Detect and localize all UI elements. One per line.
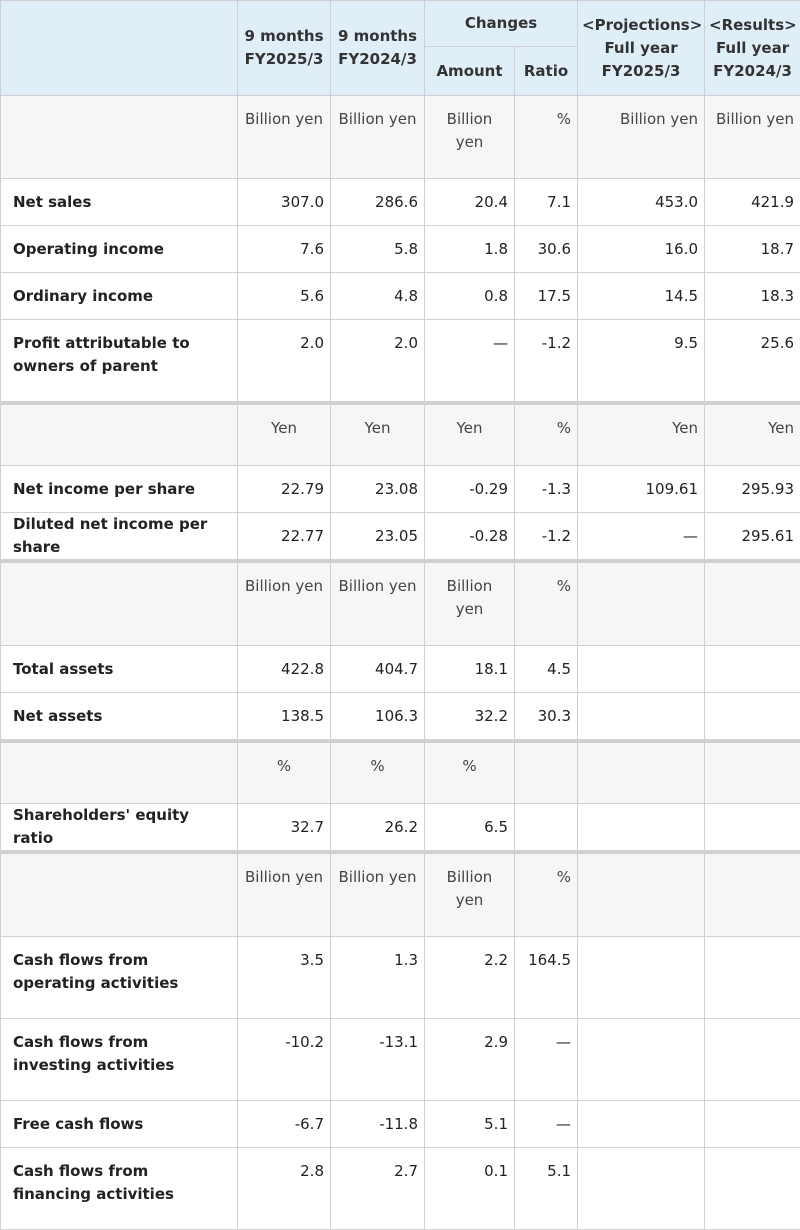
row-label: Shareholders' equity ratio: [1, 804, 238, 852]
unit-cell: Billion yen: [705, 96, 800, 179]
table-row: [1, 1148, 800, 1230]
unit-cell: Billion yen: [238, 96, 331, 179]
value-cell: -0.28: [425, 513, 515, 561]
value-cell: [578, 1019, 705, 1101]
unit-cell: Billion yen: [331, 854, 425, 937]
header-ratio: Ratio: [515, 47, 578, 96]
value-cell: -1.3: [515, 466, 578, 513]
header-amount: Amount: [425, 47, 515, 96]
value-cell: 3.5: [238, 937, 331, 1019]
value-cell: -13.1: [331, 1019, 425, 1101]
unit-cell: Billion yen: [425, 96, 515, 179]
unit-cell: Billion yen: [238, 563, 331, 646]
unit-cell: [705, 563, 800, 646]
table-row: [1, 466, 800, 513]
table-row: [1, 937, 800, 1019]
unit-cell: [515, 743, 578, 804]
value-cell: 4.8: [331, 273, 425, 320]
value-cell: [578, 937, 705, 1019]
row-label: Profit attributable to owners of parent: [1, 320, 238, 403]
unit-cell: [578, 743, 705, 804]
unit-row: [1, 854, 800, 937]
value-cell: 106.3: [331, 693, 425, 741]
unit-cell: %: [515, 854, 578, 937]
unit-cell: Yen: [238, 405, 331, 466]
value-cell: -6.7: [238, 1101, 331, 1148]
value-cell: 7.6: [238, 226, 331, 273]
value-cell: 0.1: [425, 1148, 515, 1230]
value-cell: 421.9: [705, 179, 800, 226]
value-cell: 16.0: [578, 226, 705, 273]
header-results-fy2024: <Results> Full year FY2024/3: [705, 1, 800, 96]
table-row: [1, 320, 800, 403]
value-cell: [578, 804, 705, 852]
value-cell: 32.7: [238, 804, 331, 852]
unit-cell: Billion yen: [425, 854, 515, 937]
unit-cell: %: [515, 563, 578, 646]
unit-cell: [578, 854, 705, 937]
header-changes: Changes: [425, 1, 578, 47]
value-cell: [515, 804, 578, 852]
unit-label-cell: [1, 854, 238, 937]
value-cell: 23.08: [331, 466, 425, 513]
value-cell: 5.8: [331, 226, 425, 273]
unit-row: [1, 96, 800, 179]
value-cell: 20.4: [425, 179, 515, 226]
value-cell: 18.3: [705, 273, 800, 320]
value-cell: -1.2: [515, 513, 578, 561]
value-cell: 17.5: [515, 273, 578, 320]
table-body: [1, 96, 800, 1230]
table-row: [1, 1101, 800, 1148]
row-label: Diluted net income per share: [1, 513, 238, 561]
value-cell: 25.6: [705, 320, 800, 403]
unit-row: [1, 405, 800, 466]
value-cell: [705, 646, 800, 693]
value-cell: 138.5: [238, 693, 331, 741]
value-cell: 5.1: [515, 1148, 578, 1230]
row-label: Net income per share: [1, 466, 238, 513]
value-cell: [578, 646, 705, 693]
value-cell: 0.8: [425, 273, 515, 320]
unit-label-cell: [1, 743, 238, 804]
value-cell: -10.2: [238, 1019, 331, 1101]
unit-row: [1, 563, 800, 646]
value-cell: 453.0: [578, 179, 705, 226]
value-cell: 7.1: [515, 179, 578, 226]
unit-cell: Yen: [578, 405, 705, 466]
header-projections-fy2025: <Projections> Full year FY2025/3: [578, 1, 705, 96]
row-label: Cash flows from operating activities: [1, 937, 238, 1019]
table-row: [1, 804, 800, 852]
table-row: [1, 513, 800, 561]
row-label: Operating income: [1, 226, 238, 273]
value-cell: 1.8: [425, 226, 515, 273]
unit-cell: Yen: [425, 405, 515, 466]
row-label: Cash flows from financing activities: [1, 1148, 238, 1230]
value-cell: [578, 693, 705, 741]
unit-label-cell: [1, 563, 238, 646]
value-cell: 2.7: [331, 1148, 425, 1230]
unit-cell: [705, 743, 800, 804]
value-cell: 295.61: [705, 513, 800, 561]
table-row: [1, 226, 800, 273]
value-cell: 109.61: [578, 466, 705, 513]
unit-label-cell: [1, 405, 238, 466]
row-label: Total assets: [1, 646, 238, 693]
value-cell: 286.6: [331, 179, 425, 226]
value-cell: —: [578, 513, 705, 561]
row-label: Net assets: [1, 693, 238, 741]
header-9m-fy2025: 9 months FY2025/3: [238, 1, 331, 96]
unit-cell: %: [515, 96, 578, 179]
table-row: [1, 273, 800, 320]
value-cell: 30.3: [515, 693, 578, 741]
value-cell: —: [515, 1019, 578, 1101]
value-cell: 5.1: [425, 1101, 515, 1148]
value-cell: [705, 1148, 800, 1230]
unit-cell: %: [238, 743, 331, 804]
value-cell: -1.2: [515, 320, 578, 403]
table-row: [1, 179, 800, 226]
value-cell: 2.2: [425, 937, 515, 1019]
row-label: Ordinary income: [1, 273, 238, 320]
value-cell: 32.2: [425, 693, 515, 741]
value-cell: 2.0: [331, 320, 425, 403]
row-label: Net sales: [1, 179, 238, 226]
table-row: [1, 646, 800, 693]
value-cell: 404.7: [331, 646, 425, 693]
row-label: Cash flows from investing activities: [1, 1019, 238, 1101]
value-cell: 9.5: [578, 320, 705, 403]
header-blank: [1, 1, 238, 96]
value-cell: [705, 1101, 800, 1148]
value-cell: -11.8: [331, 1101, 425, 1148]
unit-cell: %: [515, 405, 578, 466]
value-cell: [705, 693, 800, 741]
value-cell: [578, 1101, 705, 1148]
value-cell: —: [425, 320, 515, 403]
unit-label-cell: [1, 96, 238, 179]
value-cell: 30.6: [515, 226, 578, 273]
value-cell: -0.29: [425, 466, 515, 513]
header-9m-fy2024: 9 months FY2024/3: [331, 1, 425, 96]
value-cell: 164.5: [515, 937, 578, 1019]
unit-cell: Billion yen: [331, 563, 425, 646]
value-cell: 4.5: [515, 646, 578, 693]
value-cell: [705, 937, 800, 1019]
unit-cell: Billion yen: [238, 854, 331, 937]
unit-cell: %: [331, 743, 425, 804]
value-cell: 2.8: [238, 1148, 331, 1230]
unit-cell: %: [425, 743, 515, 804]
unit-cell: Billion yen: [578, 96, 705, 179]
value-cell: 22.77: [238, 513, 331, 561]
value-cell: 18.1: [425, 646, 515, 693]
unit-cell: [578, 563, 705, 646]
value-cell: 14.5: [578, 273, 705, 320]
unit-cell: Billion yen: [331, 96, 425, 179]
value-cell: 18.7: [705, 226, 800, 273]
row-label: Free cash flows: [1, 1101, 238, 1148]
value-cell: 2.0: [238, 320, 331, 403]
unit-row: [1, 743, 800, 804]
value-cell: 1.3: [331, 937, 425, 1019]
value-cell: 295.93: [705, 466, 800, 513]
value-cell: [705, 1019, 800, 1101]
value-cell: 22.79: [238, 466, 331, 513]
value-cell: 26.2: [331, 804, 425, 852]
value-cell: 422.8: [238, 646, 331, 693]
unit-cell: Yen: [705, 405, 800, 466]
value-cell: [705, 804, 800, 852]
table-row: [1, 693, 800, 741]
value-cell: 307.0: [238, 179, 331, 226]
value-cell: 2.9: [425, 1019, 515, 1101]
unit-cell: Yen: [331, 405, 425, 466]
value-cell: [578, 1148, 705, 1230]
table-row: [1, 1019, 800, 1101]
value-cell: 23.05: [331, 513, 425, 561]
value-cell: 5.6: [238, 273, 331, 320]
unit-cell: Billion yen: [425, 563, 515, 646]
value-cell: 6.5: [425, 804, 515, 852]
value-cell: —: [515, 1101, 578, 1148]
unit-cell: [705, 854, 800, 937]
